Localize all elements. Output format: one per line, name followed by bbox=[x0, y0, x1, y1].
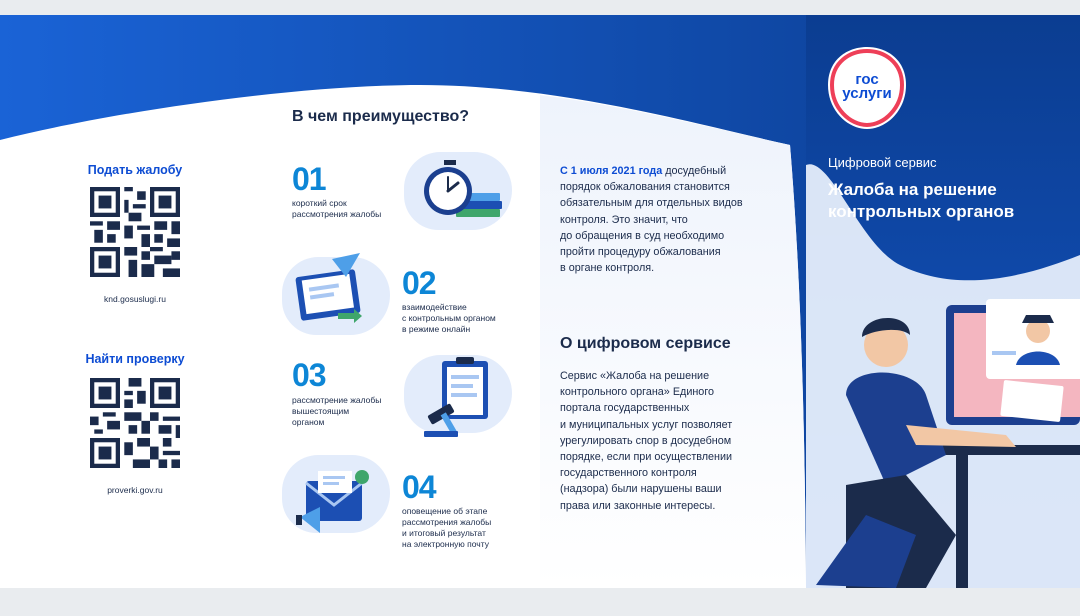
gosuslugi-logo[interactable] bbox=[832, 73, 902, 101]
find-inspection-url[interactable]: proverki.gov.ru bbox=[107, 485, 163, 495]
intro-line: в органе контроля. bbox=[560, 262, 655, 275]
service-subtitle: Цифровой сервис bbox=[828, 155, 937, 170]
about-line: контрольного органа» Единого bbox=[560, 386, 715, 399]
advantage-number-04: 04 bbox=[402, 469, 436, 505]
advantages-heading: В чем преимущество? bbox=[292, 108, 470, 125]
intro-line bbox=[560, 163, 800, 179]
about-line: права или законные интересы. bbox=[560, 499, 716, 512]
advantage-text-line: оповещение об этапе bbox=[402, 506, 488, 516]
man-at-computer-illustration bbox=[806, 285, 1080, 588]
about-line: государственного контроля bbox=[560, 467, 697, 480]
intro-line-text: досудебный bbox=[662, 165, 727, 177]
advantage-text-03 bbox=[292, 395, 412, 428]
intro-highlight: С 1 июля 2021 года bbox=[560, 165, 663, 177]
submit-complaint-title: Подать жалобу bbox=[87, 163, 183, 177]
advantage-text-04 bbox=[402, 506, 522, 550]
advantage-text-line: рассмотрения жалобы bbox=[402, 517, 492, 527]
intro-line: пройти процедуру обжалования bbox=[560, 246, 721, 259]
about-line: (надзора) были нарушены ваши bbox=[560, 483, 722, 496]
about-line: портала государственных bbox=[560, 402, 690, 415]
advantage-text-line: короткий срок bbox=[292, 198, 347, 208]
about-line: и муниципальных услуг позволяет bbox=[560, 418, 733, 431]
intro-paragraph bbox=[560, 163, 800, 276]
advantage-text-01 bbox=[292, 198, 412, 220]
service-title-line: Жалоба на решение bbox=[828, 180, 997, 199]
intro-line: обязательным для отдельных видов bbox=[560, 197, 743, 210]
about-line: порядке, если при осуществлении bbox=[560, 451, 733, 464]
advantage-text-02 bbox=[402, 302, 522, 335]
advantage-text-line: с контрольным органом bbox=[402, 313, 496, 323]
intro-line: порядок обжалования становится bbox=[560, 181, 730, 194]
submit-complaint-qr-code[interactable] bbox=[90, 187, 180, 277]
stopwatch-icon bbox=[410, 155, 510, 230]
service-title-line: контрольных органов bbox=[828, 202, 1015, 221]
find-inspection-qr-code[interactable] bbox=[90, 378, 180, 468]
service-title bbox=[828, 179, 1068, 223]
about-line: Сервис «Жалоба на решение bbox=[560, 370, 710, 382]
advantage-number-02: 02 bbox=[402, 265, 436, 301]
about-line: урегулировать спор в досудебном bbox=[560, 434, 732, 447]
advantage-number-01: 01 bbox=[292, 161, 326, 197]
advantage-text-line: взаимодействие bbox=[402, 302, 467, 312]
advantage-number-03: 03 bbox=[292, 357, 326, 393]
advantage-text-line: и итоговый результат bbox=[402, 528, 486, 538]
clipboard-gavel-icon bbox=[418, 351, 508, 441]
intro-line: контроля. Это значит, что bbox=[560, 213, 688, 226]
advantage-text-line: в режиме онлайн bbox=[402, 324, 471, 334]
advantage-text-line: рассмотрения жалобы bbox=[292, 209, 382, 219]
advantage-text-line: рассмотрение жалобы bbox=[292, 395, 382, 405]
leaflet bbox=[0, 15, 1080, 588]
advantage-text-line: органом bbox=[292, 417, 325, 427]
advantage-text-line: на электронную почту bbox=[402, 539, 489, 549]
paper-plane-document-icon bbox=[290, 251, 390, 331]
submit-complaint-url[interactable]: knd.gosuslugi.ru bbox=[104, 294, 166, 304]
logo-line-2: услуги bbox=[842, 85, 892, 102]
about-paragraph bbox=[560, 368, 800, 514]
about-heading: О цифровом сервисе bbox=[560, 335, 731, 352]
advantage-text-line: вышестоящим bbox=[292, 406, 350, 416]
intro-line: до обращения в суд необходимо bbox=[560, 229, 725, 242]
logo-line-1: гос bbox=[855, 71, 879, 88]
find-inspection-title: Найти проверку bbox=[85, 352, 185, 366]
envelope-megaphone-icon bbox=[292, 461, 382, 541]
